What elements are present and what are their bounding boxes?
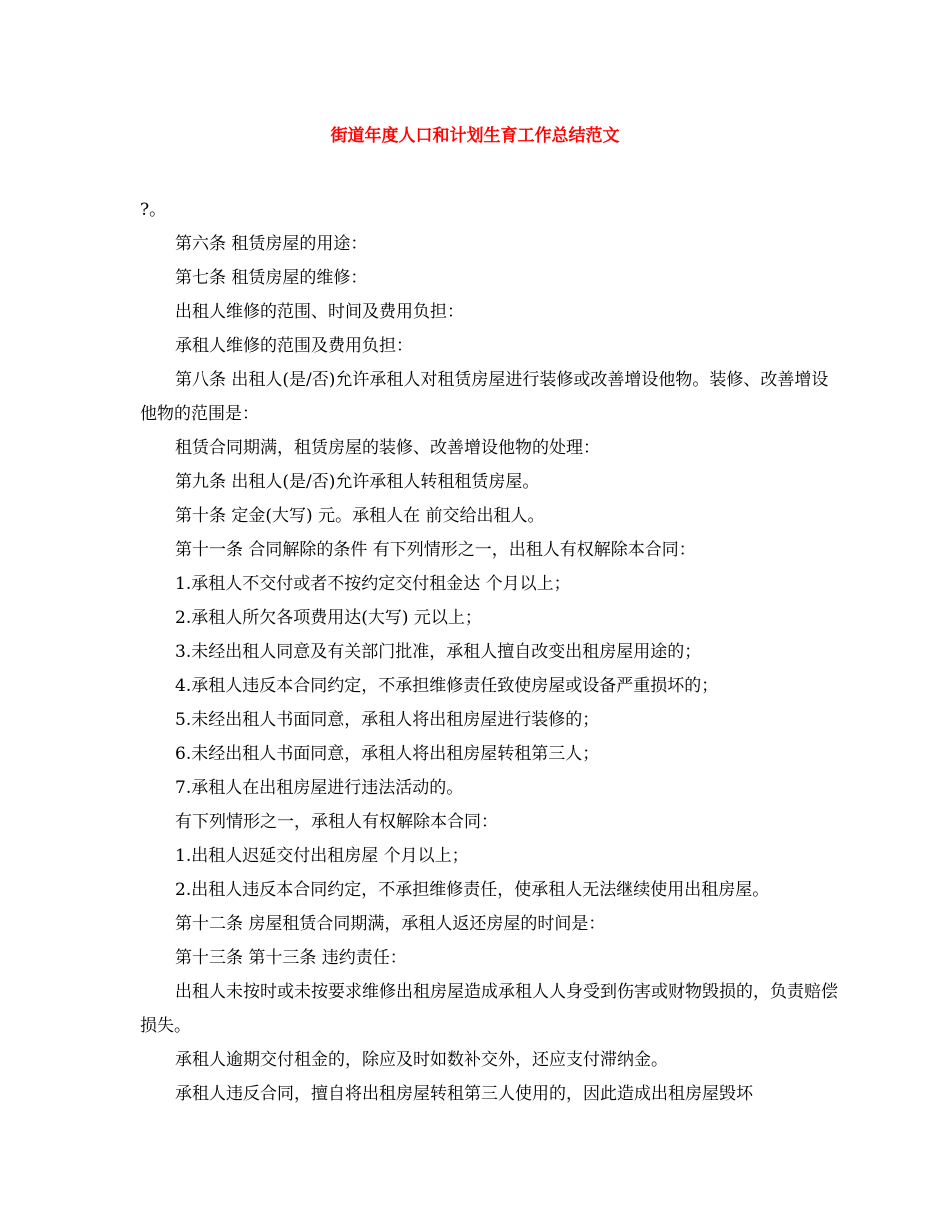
paragraph: 7.承租人在出租房屋进行违法活动的。 bbox=[175, 778, 464, 798]
paragraph: 3.未经出租人同意及有关部门批准，承租人擅自改变出租房屋用途的； bbox=[175, 642, 702, 662]
paragraph: 第十三条 第十三条 违约责任： bbox=[175, 948, 407, 968]
paragraph: 第八条 出租人(是/否)允许承租人对租赁房屋进行装修或改善增设他物。装修、改善增设他物的范围是： bbox=[140, 370, 829, 424]
paragraph: 1.出租人迟延交付出租房屋 个月以上； bbox=[175, 846, 469, 866]
document-body bbox=[140, 193, 840, 1111]
document-title: 街道年度人口和计划生育工作总结范文 bbox=[330, 126, 620, 146]
paragraph: 承租人违反合同，擅自将出租房屋转租第三人使用的，因此造成出租房屋毁坏 bbox=[175, 1084, 753, 1104]
paragraph: 6.未经出租人书面同意，承租人将出租房屋转租第三人； bbox=[175, 744, 600, 764]
paragraph: 第十二条 房屋租赁合同期满，承租人返还房屋的时间是： bbox=[175, 914, 606, 934]
paragraph: 第十一条 合同解除的条件 有下列情形之一，出租人有权解除本合同： bbox=[175, 540, 696, 560]
paragraph: 2.承租人所欠各项费用达(大写) 元以上； bbox=[175, 608, 482, 628]
paragraph: 第六条 租赁房屋的用途： bbox=[175, 234, 368, 254]
paragraph: 5.未经出租人书面同意，承租人将出租房屋进行装修的； bbox=[175, 710, 600, 730]
paragraph: 出租人未按时或未按要求维修出租房屋造成承租人人身受到伤害或财物毁损的，负责赔偿损失。 bbox=[140, 982, 838, 1036]
paragraph: 第十条 定金(大写) 元。承租人在 前交给出租人。 bbox=[175, 506, 545, 526]
paragraph: 1.承租人不交付或者不按约定交付租金达 个月以上； bbox=[175, 574, 571, 594]
paragraph: 承租人维修的范围及费用负担： bbox=[175, 336, 413, 356]
paragraph: 第九条 出租人(是/否)允许承租人转租租赁房屋。 bbox=[175, 472, 540, 492]
paragraph: ?。 bbox=[140, 200, 167, 220]
paragraph: 2.出租人违反本合同约定，不承担维修责任，使承租人无法继续使用出租房屋。 bbox=[175, 880, 770, 900]
paragraph: 第七条 租赁房屋的维修： bbox=[175, 268, 368, 288]
paragraph: 租赁合同期满，租赁房屋的装修、改善增设他物的处理： bbox=[175, 438, 600, 458]
paragraph: 4.承租人违反本合同约定，不承担维修责任致使房屋或设备严重损坏的； bbox=[175, 676, 719, 696]
paragraph: 有下列情形之一，承租人有权解除本合同： bbox=[175, 812, 498, 832]
paragraph: 承租人逾期交付租金的，除应及时如数补交外，还应支付滞纳金。 bbox=[175, 1050, 668, 1070]
paragraph: 出租人维修的范围、时间及费用负担： bbox=[175, 302, 464, 322]
